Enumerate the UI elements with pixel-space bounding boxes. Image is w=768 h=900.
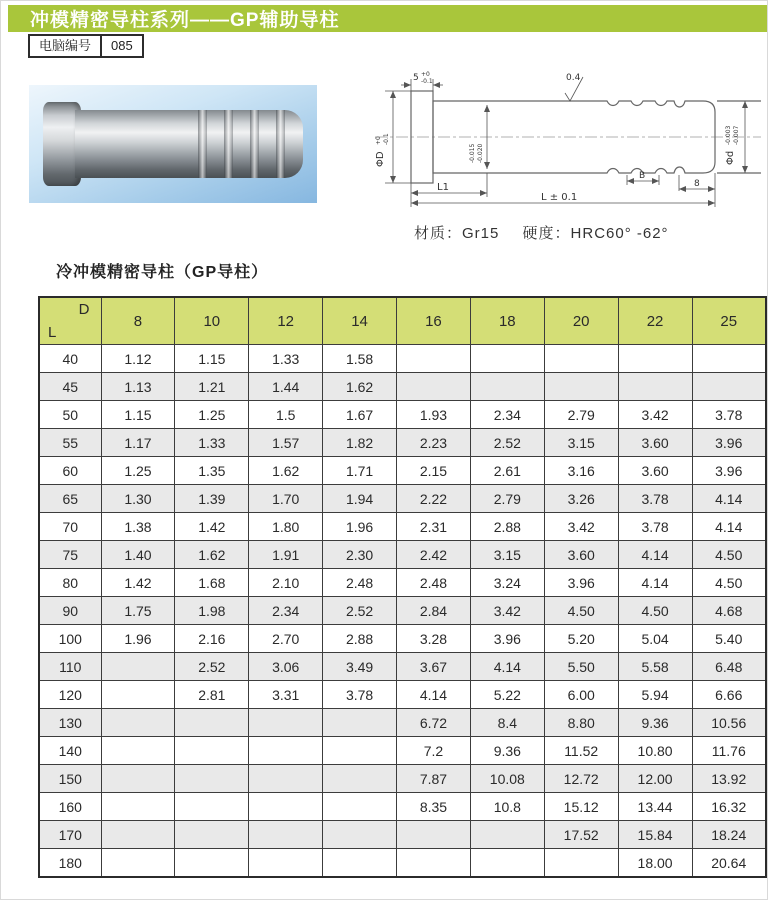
table-cell: 5.50 (544, 653, 618, 681)
row-length-header: 75 (39, 541, 101, 569)
table-cell: 1.91 (249, 541, 323, 569)
table-cell (692, 373, 766, 401)
table-cell: 1.62 (323, 373, 397, 401)
table-cell: 4.50 (692, 541, 766, 569)
table-cell: 1.62 (249, 457, 323, 485)
row-length-header: 90 (39, 597, 101, 625)
table-row (39, 709, 766, 737)
row-length-header: 150 (39, 765, 101, 793)
table-row (39, 821, 766, 849)
table-row (39, 513, 766, 541)
code-value: 085 (100, 36, 142, 56)
table-cell (470, 345, 544, 373)
table-row (39, 765, 766, 793)
table-cell (397, 345, 471, 373)
table-cell: 1.70 (249, 485, 323, 513)
page-title-bar (8, 5, 767, 32)
table-cell: 2.48 (323, 569, 397, 597)
table-row (39, 849, 766, 878)
table-row (39, 737, 766, 765)
table-cell (101, 737, 175, 765)
table-cell (101, 653, 175, 681)
table-cell: 2.34 (249, 597, 323, 625)
table-cell (397, 373, 471, 401)
table-cell: 2.30 (323, 541, 397, 569)
table-cell: 1.58 (323, 345, 397, 373)
table-cell: 2.31 (397, 513, 471, 541)
table-row (39, 653, 766, 681)
table-row (39, 597, 766, 625)
row-length-header: 50 (39, 401, 101, 429)
table-cell (249, 793, 323, 821)
table-cell: 3.42 (618, 401, 692, 429)
table-cell: 6.72 (397, 709, 471, 737)
dim-l1-label: L1 (437, 182, 449, 193)
table-cell: 2.79 (544, 401, 618, 429)
page-title: 冲模精密导柱系列——GP辅助导柱 (30, 10, 340, 31)
table-cell: 8.4 (470, 709, 544, 737)
table-cell: 2.15 (397, 457, 471, 485)
table-cell: 3.24 (470, 569, 544, 597)
table-cell: 1.38 (101, 513, 175, 541)
table-cell (544, 345, 618, 373)
column-header-20: 20 (544, 297, 618, 345)
table-cell (470, 849, 544, 878)
dia-inner-tol-upper: -0.003 (725, 125, 732, 145)
table-cell: 1.40 (101, 541, 175, 569)
corner-d-label: D (78, 301, 90, 318)
table-cell: 1.57 (249, 429, 323, 457)
dim-8-label: 8 (694, 179, 700, 189)
table-cell: 3.78 (692, 401, 766, 429)
table-cell: 12.00 (618, 765, 692, 793)
table-cell: 3.42 (470, 597, 544, 625)
table-cell: 4.14 (692, 485, 766, 513)
table-cell (249, 821, 323, 849)
row-length-header: 140 (39, 737, 101, 765)
material-label: 材质：Gr15 (414, 225, 500, 242)
table-cell (323, 849, 397, 878)
dia-outer-label: ΦD (375, 151, 386, 167)
table-cell: 6.66 (692, 681, 766, 709)
table-cell: 1.15 (101, 401, 175, 429)
table-row (39, 457, 766, 485)
column-header-10: 10 (175, 297, 249, 345)
table-cell: 8.35 (397, 793, 471, 821)
row-length-header: 55 (39, 429, 101, 457)
table-cell: 3.78 (618, 485, 692, 513)
column-header-14: 14 (323, 297, 397, 345)
table-cell: 1.98 (175, 597, 249, 625)
table-cell (101, 793, 175, 821)
table-cell: 10.08 (470, 765, 544, 793)
table-cell (618, 373, 692, 401)
table-cell: 1.13 (101, 373, 175, 401)
table-cell (175, 849, 249, 878)
table-row (39, 485, 766, 513)
table-cell: 2.81 (175, 681, 249, 709)
table-cell (323, 821, 397, 849)
row-length-header: 160 (39, 793, 101, 821)
table-cell: 2.70 (249, 625, 323, 653)
table-cell: 18.00 (618, 849, 692, 878)
column-header-16: 16 (397, 297, 471, 345)
row-length-header: 80 (39, 569, 101, 597)
row-length-header: 60 (39, 457, 101, 485)
table-cell: 3.96 (470, 625, 544, 653)
pillar-groove (276, 110, 285, 178)
table-cell: 3.26 (544, 485, 618, 513)
table-cell: 6.48 (692, 653, 766, 681)
table-cell: 1.21 (175, 373, 249, 401)
table-cell: 11.76 (692, 737, 766, 765)
table-cell: 1.62 (175, 541, 249, 569)
table-cell: 1.75 (101, 597, 175, 625)
row-length-header: 120 (39, 681, 101, 709)
table-cell: 9.36 (470, 737, 544, 765)
table-cell: 3.60 (544, 541, 618, 569)
table-cell: 1.30 (101, 485, 175, 513)
dia-outer-tol-lower: -0.1 (383, 133, 390, 145)
table-cell: 15.84 (618, 821, 692, 849)
table-cell: 18.24 (692, 821, 766, 849)
table-cell: 2.23 (397, 429, 471, 457)
table-cell: 1.33 (249, 345, 323, 373)
table-cell: 2.22 (397, 485, 471, 513)
table-cell: 2.84 (397, 597, 471, 625)
table-cell: 1.15 (175, 345, 249, 373)
hardness-label: 硬度：HRC60° -62° (522, 225, 669, 242)
table-cell: 2.42 (397, 541, 471, 569)
table-cell: 5.58 (618, 653, 692, 681)
corner-l-label: L (48, 324, 57, 341)
table-cell (397, 849, 471, 878)
table-cell: 3.15 (544, 429, 618, 457)
table-cell: 1.44 (249, 373, 323, 401)
column-header-18: 18 (470, 297, 544, 345)
table-cell: 5.20 (544, 625, 618, 653)
table-row (39, 681, 766, 709)
table-cell (323, 793, 397, 821)
table-row (39, 541, 766, 569)
table-row (39, 401, 766, 429)
table-cell: 2.88 (323, 625, 397, 653)
table-row (39, 793, 766, 821)
table-cell: 1.25 (101, 457, 175, 485)
table-cell: 13.92 (692, 765, 766, 793)
column-header-22: 22 (618, 297, 692, 345)
column-header-12: 12 (249, 297, 323, 345)
dia-inner-label: Φd (725, 150, 736, 165)
table-cell: 3.96 (692, 457, 766, 485)
table-cell: 3.60 (618, 457, 692, 485)
table-cell (618, 345, 692, 373)
table-cell: 2.48 (397, 569, 471, 597)
table-cell: 2.61 (470, 457, 544, 485)
table-row (39, 345, 766, 373)
table-cell (175, 737, 249, 765)
table-cell: 1.82 (323, 429, 397, 457)
table-row (39, 429, 766, 457)
body-tol-upper: -0.015 (469, 143, 476, 163)
table-cell: 3.78 (618, 513, 692, 541)
table-cell (397, 821, 471, 849)
code-label: 电脑编号 (39, 38, 92, 53)
table-cell: 10.56 (692, 709, 766, 737)
table-cell (323, 765, 397, 793)
body-tol-lower: -0.020 (477, 143, 484, 163)
table-cell: 5.04 (618, 625, 692, 653)
table-cell: 1.94 (323, 485, 397, 513)
table-cell: 1.68 (175, 569, 249, 597)
table-cell (101, 681, 175, 709)
table-cell (249, 709, 323, 737)
table-cell: 3.67 (397, 653, 471, 681)
table-cell: 3.42 (544, 513, 618, 541)
table-cell (544, 849, 618, 878)
table-cell: 3.78 (323, 681, 397, 709)
table-cell (101, 821, 175, 849)
product-photo (29, 85, 317, 203)
table-cell: 10.8 (470, 793, 544, 821)
table-cell: 1.12 (101, 345, 175, 373)
technical-drawing-svg (369, 69, 767, 211)
row-length-header: 110 (39, 653, 101, 681)
dia-inner-tol-lower: -0.007 (733, 125, 740, 145)
table-cell: 1.25 (175, 401, 249, 429)
table-cell: 1.33 (175, 429, 249, 457)
surface-finish-label: 0.4 (566, 73, 581, 83)
row-length-header: 45 (39, 373, 101, 401)
table-cell: 3.15 (470, 541, 544, 569)
corner-cell (39, 297, 101, 345)
table-cell: 2.52 (470, 429, 544, 457)
table-cell: 1.17 (101, 429, 175, 457)
table-cell: 4.14 (618, 569, 692, 597)
pillar-body-image (75, 110, 303, 178)
table-cell: 3.60 (618, 429, 692, 457)
table-cell: 1.35 (175, 457, 249, 485)
pillar-groove (198, 110, 207, 178)
table-title: 冷冲模精密导柱（GP导柱） (56, 264, 269, 281)
table-cell: 17.52 (544, 821, 618, 849)
table-cell: 4.14 (692, 513, 766, 541)
header-row (39, 297, 766, 345)
table-cell: 3.28 (397, 625, 471, 653)
table-cell: 3.96 (544, 569, 618, 597)
table-cell (323, 709, 397, 737)
table-cell: 9.36 (618, 709, 692, 737)
table-cell: 7.87 (397, 765, 471, 793)
row-length-header: 170 (39, 821, 101, 849)
table-cell: 1.42 (101, 569, 175, 597)
row-length-header: 40 (39, 345, 101, 373)
table-cell (323, 737, 397, 765)
table-cell: 1.96 (101, 625, 175, 653)
table-cell: 3.96 (692, 429, 766, 457)
material-spec-line (414, 222, 669, 243)
table-cell (101, 849, 175, 878)
table-cell (101, 709, 175, 737)
table-cell: 13.44 (618, 793, 692, 821)
table-cell: 1.42 (175, 513, 249, 541)
table-cell: 2.79 (470, 485, 544, 513)
table-cell: 4.50 (544, 597, 618, 625)
table-cell: 4.50 (618, 597, 692, 625)
table-row (39, 373, 766, 401)
table-cell: 3.06 (249, 653, 323, 681)
table-cell: 2.52 (323, 597, 397, 625)
table-cell: 4.50 (692, 569, 766, 597)
table-cell (101, 765, 175, 793)
technical-drawing (369, 69, 767, 211)
computer-code-box (28, 34, 144, 58)
table-cell: 20.64 (692, 849, 766, 878)
table-cell: 7.2 (397, 737, 471, 765)
dim-b-label: B (639, 171, 646, 181)
pillar-groove (250, 110, 259, 178)
table-cell: 2.34 (470, 401, 544, 429)
flange-width-label: 5 (413, 73, 419, 83)
table-cell: 1.67 (323, 401, 397, 429)
table-cell (692, 345, 766, 373)
table-cell: 8.80 (544, 709, 618, 737)
table-cell: 4.14 (397, 681, 471, 709)
table-cell (175, 821, 249, 849)
table-cell (175, 709, 249, 737)
row-length-header: 130 (39, 709, 101, 737)
table-row (39, 625, 766, 653)
table-cell (470, 821, 544, 849)
flange-tol-lower: -0.1 (421, 78, 433, 85)
table-cell: 10.80 (618, 737, 692, 765)
table-cell (175, 793, 249, 821)
table-cell: 1.39 (175, 485, 249, 513)
table-cell: 2.10 (249, 569, 323, 597)
row-length-header: 180 (39, 849, 101, 878)
table-cell: 3.49 (323, 653, 397, 681)
row-length-header: 100 (39, 625, 101, 653)
table-cell: 16.32 (692, 793, 766, 821)
table-cell: 12.72 (544, 765, 618, 793)
table-cell (175, 765, 249, 793)
table-cell: 5.94 (618, 681, 692, 709)
table-body (39, 345, 766, 878)
table-cell: 1.80 (249, 513, 323, 541)
table-cell: 4.14 (618, 541, 692, 569)
table-cell: 11.52 (544, 737, 618, 765)
row-length-header: 65 (39, 485, 101, 513)
table-cell: 5.40 (692, 625, 766, 653)
table-cell: 4.68 (692, 597, 766, 625)
table-cell: 1.71 (323, 457, 397, 485)
table-cell: 3.31 (249, 681, 323, 709)
table-row (39, 569, 766, 597)
table-cell: 15.12 (544, 793, 618, 821)
row-length-header: 70 (39, 513, 101, 541)
table-cell (470, 373, 544, 401)
dia-outer-tol-upper: +0 (375, 136, 382, 145)
table-cell (249, 765, 323, 793)
dim-l-label: L ± 0.1 (541, 192, 578, 203)
table-cell: 2.52 (175, 653, 249, 681)
table-cell: 6.00 (544, 681, 618, 709)
column-header-8: 8 (101, 297, 175, 345)
table-cell: 3.16 (544, 457, 618, 485)
table-cell (249, 737, 323, 765)
table-cell: 5.22 (470, 681, 544, 709)
table-cell: 1.93 (397, 401, 471, 429)
spec-table (38, 296, 767, 878)
table-cell: 4.14 (470, 653, 544, 681)
table-cell: 2.16 (175, 625, 249, 653)
table-cell (249, 849, 323, 878)
table-cell (544, 373, 618, 401)
flange-tol-upper: +0 (421, 71, 430, 78)
table-cell: 1.5 (249, 401, 323, 429)
table-cell: 1.96 (323, 513, 397, 541)
column-header-25: 25 (692, 297, 766, 345)
pillar-groove (224, 110, 233, 178)
table-cell: 2.88 (470, 513, 544, 541)
